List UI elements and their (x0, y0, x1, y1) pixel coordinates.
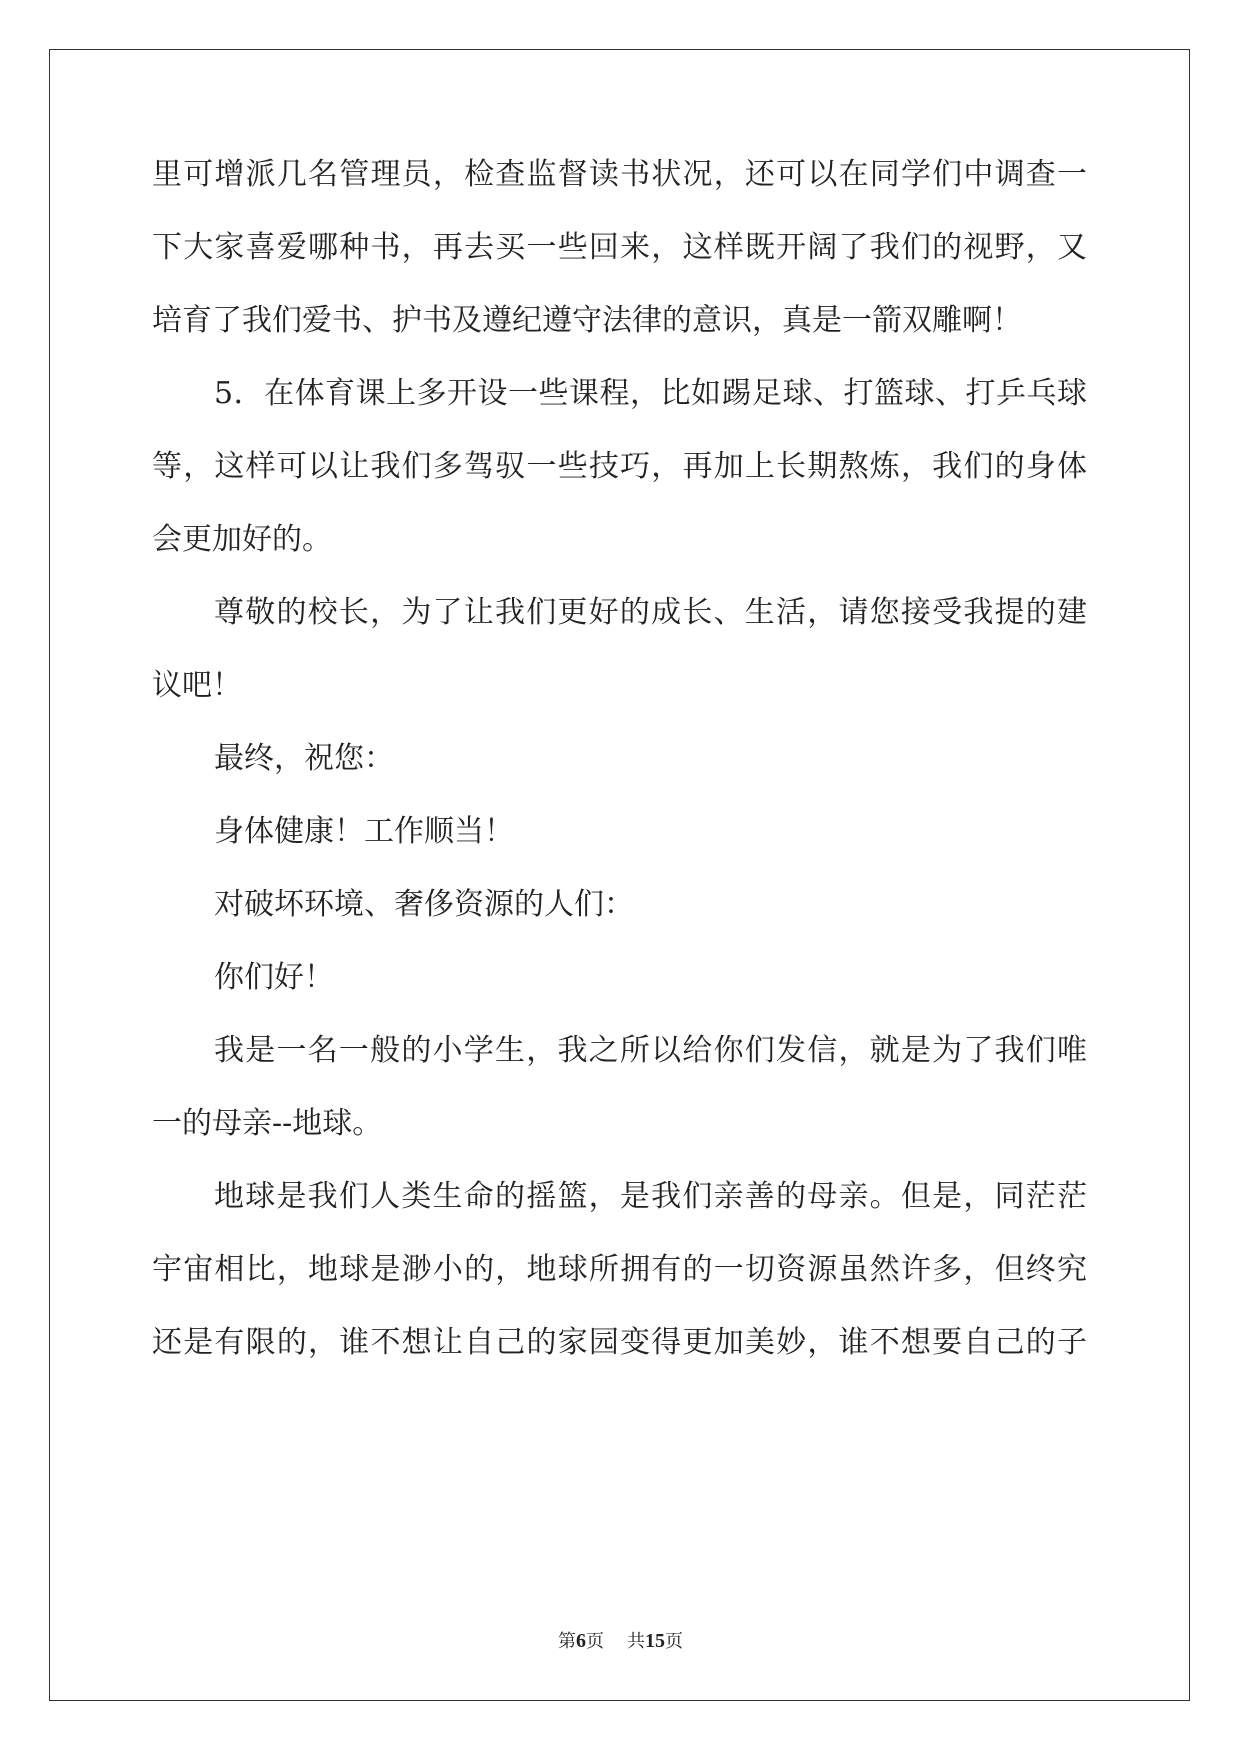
text-line: 你们好！ (214, 960, 334, 995)
text-line: 尊敬的校长，为了让我们更好的成长、生活，请您接受我提的建 (214, 595, 1087, 630)
total-pages: 15 (644, 1630, 665, 1652)
text-line: 宇宙相比，地球是渺小的，地球所拥有的一切资源虽然许多，但终究 (152, 1252, 1087, 1287)
text-line: 我是一名一般的小学生，我之所以给你们发信，就是为了我们唯 (214, 1033, 1087, 1068)
page-prefix: 第 (558, 1631, 577, 1652)
text-line: 地球是我们人类生命的摇篮，是我们亲善的母亲。但是，同茫茫 (214, 1179, 1087, 1214)
text-line: 对破坏环境、奢侈资源的人们： (214, 887, 634, 922)
text-line: 最终，祝您： (214, 741, 394, 776)
total-prefix: 共 (626, 1631, 645, 1652)
text-line: 下大家喜爱哪种书，再去买一些回来，这样既开阔了我们的视野，又 (152, 230, 1087, 265)
text-line: 身体健康！工作顺当！ (214, 814, 514, 849)
page-footer (0, 1627, 1241, 1653)
text-line: 会更加好的。 (152, 522, 332, 557)
text-line: 一的母亲--地球。 (152, 1106, 383, 1141)
text-line: 还是有限的，谁不想让自己的家园变得更加美妙，谁不想要自己的子 (152, 1325, 1087, 1360)
text-line: 等，这样可以让我们多驾驭一些技巧，再加上长期熬炼，我们的身体 (152, 449, 1087, 484)
text-line: 议吧！ (152, 668, 242, 703)
text-line: 5．在体育课上多开设一些课程，比如踢足球、打篮球、打乒乓球 (214, 376, 1087, 411)
page-number: 6 (576, 1630, 587, 1652)
total-suffix: 页 (664, 1631, 683, 1652)
page-suffix: 页 (586, 1631, 605, 1652)
text-line: 里可增派几名管理员，检查监督读书状况，还可以在同学们中调查一 (152, 157, 1087, 192)
text-line: 培育了我们爱书、护书及遵纪遵守法律的意识，真是一箭双雕啊！ (152, 303, 1022, 338)
